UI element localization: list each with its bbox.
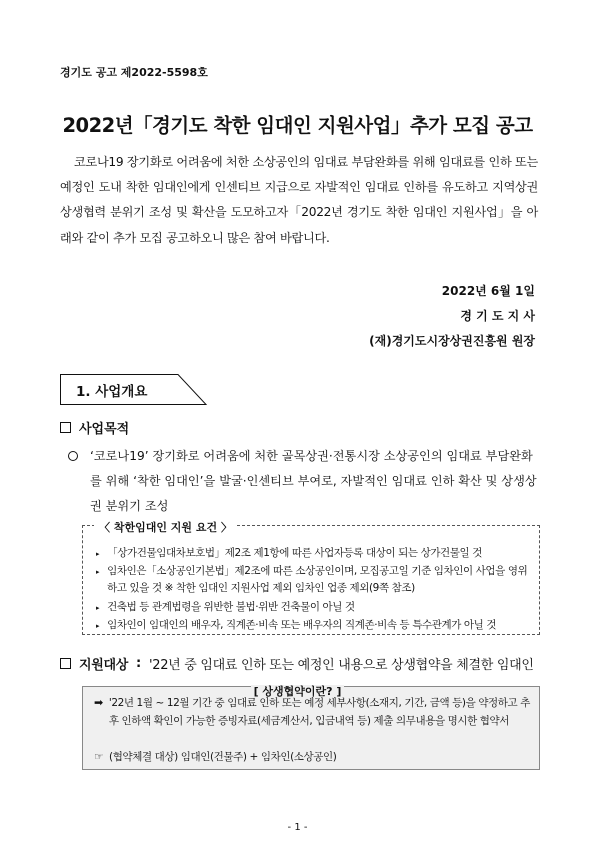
section-1-header xyxy=(60,374,206,404)
triangle-bullet-icon: ▸ xyxy=(96,550,100,558)
requirement-item: ▸ 임차인이 임대인의 배우자, 직계존·비속 또는 배우자의 직계존·비속 등 특수관계가 아닐 것 xyxy=(96,617,536,635)
purpose-item xyxy=(68,444,540,519)
circle-bullet-icon xyxy=(68,451,78,461)
governor-signature: 경 기 도 지 사 xyxy=(460,309,535,323)
agreement-parties: ☞ (협약체결 대상) 임대인(건물주) + 임차인(소상공인) xyxy=(94,748,534,766)
purpose-body: ‘코로나19’ 장기화로 어려움에 처한 골목상권·전통시장 소상공인의 임대료 부담완화를 위해 ‘착한 임대인’을 발굴·인센티브 부여로, 자발적인 임대료 인하 확산 및 상생상권 분위기 조성 xyxy=(90,449,537,513)
announcement-date: 2022년 6월 1일 xyxy=(441,284,535,298)
requirement-item: ▸ 임차인은「소상공인기본법」제2조에 따른 소상공인이며, 모집공고일 기준 임차인이 사업을 영위하고 있을 것 ※ 착한 임대인 지원사업 제외 임차인 업종 제외(9쪽 참조) xyxy=(96,563,536,597)
purpose-heading xyxy=(60,418,129,437)
requirement-item: ▸ 「상가건물임대차보호법」제2조 제1항에 따른 사업자등록 대상이 되는 상가건물일 것 xyxy=(96,545,536,563)
requirement-item: ▸ 건축법 등 관계법령을 위반한 불법·위반 건축물이 아닐 것 xyxy=(96,599,536,617)
target-line xyxy=(60,654,534,673)
intro-paragraph: 코로나19 장기화로 어려움에 처한 소상공인의 임대료 부담완화를 위해 임대료를 인하 또는 예정인 도내 착한 임대인에게 인센티브 지급으로 자발적인 임대료 인하를 유도하고 지역상권 상생협력 분위기 조성 및 확산을 도모하고자「2022년 경기도 착한 임대인 지원사업」을 아래와 같이 추가 모집 공고하오니 많은 참여 바랍니다. xyxy=(60,155,538,245)
purpose-heading-label: 사업목적 xyxy=(79,422,130,437)
target-heading: 지원대상 xyxy=(79,658,129,673)
checkbox-square-icon xyxy=(60,658,71,669)
triangle-bullet-icon: ▸ xyxy=(96,568,100,576)
colon-separator: : xyxy=(136,656,141,671)
triangle-bullet-icon: ▸ xyxy=(96,604,100,612)
agreement-title: [ 상생협약이란? ] xyxy=(251,685,345,698)
target-body: '22년 중 임대료 인하 또는 예정인 내용으로 상생협약을 체결한 임대인 xyxy=(148,658,534,673)
triangle-bullet-icon: ▸ xyxy=(96,622,100,630)
page-number: - 1 - xyxy=(287,822,308,833)
checkbox-square-icon xyxy=(60,422,71,433)
pointing-hand-icon: ☞ xyxy=(94,751,104,763)
section-1-label: 1. 사업개요 xyxy=(76,384,148,400)
page-title: 2022년「경기도 착한 임대인 지원사업」추가 모집 공고 xyxy=(62,114,533,137)
agreement-definition: ➡ '22년 1월 ~ 12월 기간 중 임대료 인하 또는 예정 세부사항(소재지, 기간, 금액 등)을 약정하고 추후 인하액 확인이 가능한 증빙자료(세금계산서, 입금내역 등) 제출 의무내용을 명시한 협약서 xyxy=(94,694,534,730)
arrow-box-icon: ➡ xyxy=(94,696,103,709)
requirements-title: 〈 착한임대인 지원 요건 〉 xyxy=(94,519,237,535)
president-signature: (재)경기도시장상권진흥원 원장 xyxy=(369,334,535,348)
notice-number: 경기도 공고 제2022-5598호 xyxy=(60,66,208,79)
